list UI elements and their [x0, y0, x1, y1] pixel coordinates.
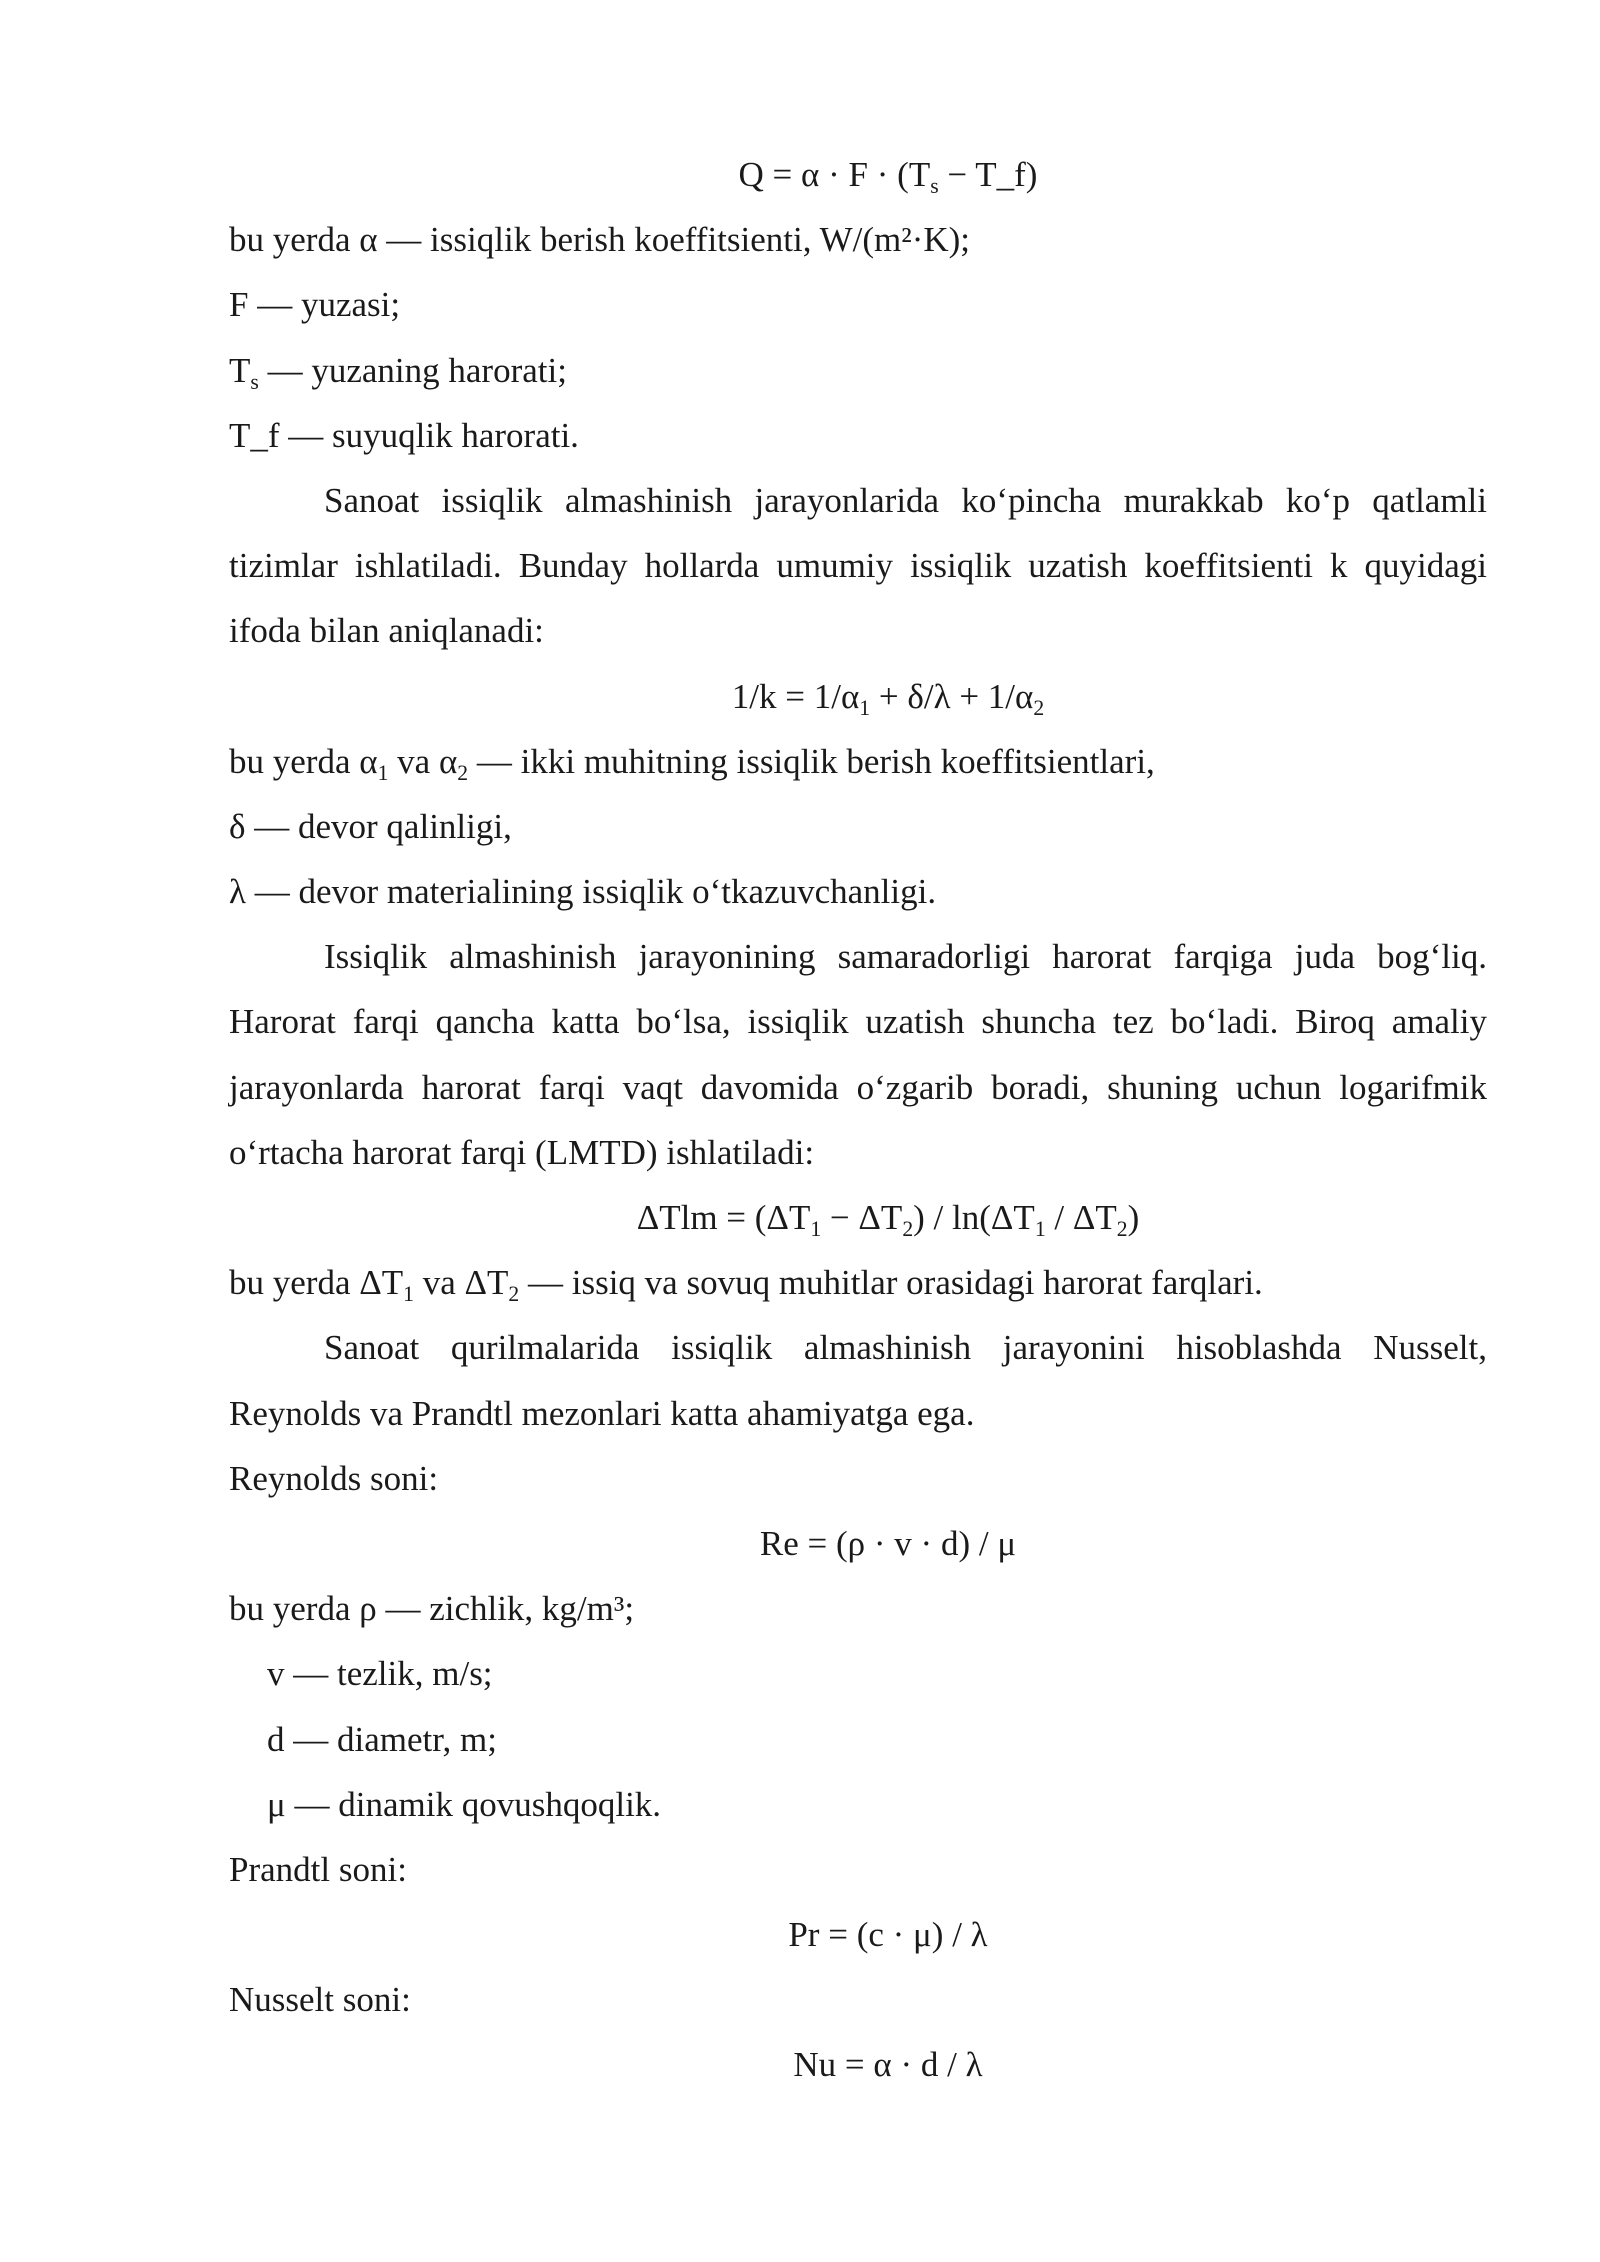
paragraph-lmtd-line-3: jarayonlarda harorat farqi vaqt davomida o‘zgarib boradi, shuning uchun logarifmik — [229, 1067, 1487, 1107]
paragraph-lmtd-line-4: o‘rtacha harorat farqi (LMTD) ishlatiladi: — [229, 1132, 815, 1172]
definition-delta: δ — devor qalinligi, — [229, 806, 512, 846]
definition-mu: μ — dinamik qovushqoqlik. — [267, 1784, 662, 1824]
paragraph-criteria-line-1: Sanoat qurilmalarida issiqlik almashinish jarayonini hisoblashda Nusselt, — [324, 1328, 1487, 1368]
definition-f: F — yuzasi; — [229, 285, 401, 325]
reynolds-heading: Reynolds soni: — [229, 1458, 439, 1498]
definition-ts: $T_s$ — yuzaning harorati; — [229, 350, 567, 394]
definition-v: v — tezlik, m/s; — [267, 1654, 493, 1694]
paragraph-multilayer-line-2: tizimlar ishlatiladi. Bunday hollarda umumiy issiqlik uzatish koeffitsienti k quyidagi — [229, 546, 1487, 586]
definition-d: d — diametr, m; — [267, 1719, 497, 1759]
definition-tf: T_f — suyuqlik harorati. — [229, 415, 579, 455]
definition-alpha1-alpha2: bu yerda $\alpha_1$ va $\alpha_2$ — ikki muhitning issiqlik berish koeffitsientlari, — [229, 741, 1155, 785]
paragraph-lmtd-line-1: Issiqlik almashinish jarayonining samaradorligi harorat farqiga juda bog‘liq. — [324, 937, 1487, 977]
formula-overall-coefficient: $1/k = 1/\alpha_1 + \delta/\lambda + 1/\alpha_2$ — [731, 676, 1045, 720]
paragraph-multilayer-line-3: ifoda bilan aniqlanadi: — [229, 611, 544, 651]
prandtl-heading: Prandtl soni: — [229, 1849, 407, 1889]
paragraph-multilayer-line-1: Sanoat issiqlik almashinish jarayonlarida ko‘pincha murakkab ko‘p qatlamli — [324, 480, 1487, 520]
paragraph-criteria-line-2: Reynolds va Prandtl mezonlari katta ahamiyatga ega. — [229, 1393, 975, 1433]
formula-lmtd: $\Delta Tlm = (\Delta T_1 - \Delta T_2) / \ln(\Delta T_1 / \Delta T_2)$ — [636, 1198, 1140, 1241]
nusselt-heading: Nusselt soni: — [229, 1980, 411, 2020]
definition-rho: bu yerda ρ — zichlik, kg/m³; — [229, 1589, 635, 1629]
definition-lambda: λ — devor materialining issiqlik o‘tkazuvchanligi. — [229, 872, 937, 912]
formula-heat-transfer: $Q = \alpha \cdot F \cdot (T_s$ − T_f) — [738, 155, 1038, 198]
formula-prandtl: Pr = (c · μ) / λ — [788, 1915, 988, 1955]
definition-alpha: bu yerda α — issiqlik berish koeffitsienti, W/(m²·K); — [229, 220, 971, 260]
definition-delta-t: bu yerda $\Delta T_1$ va $\Delta T_2$ — issiq va sovuq muhitlar orasidagi harorat farqlari. — [229, 1263, 1263, 1307]
formula-nusselt: Nu = α · d / λ — [793, 2045, 983, 2085]
paragraph-lmtd-line-2: Harorat farqi qancha katta bo‘lsa, issiqlik uzatish shuncha tez bo‘ladi. Biroq amaliy — [229, 1002, 1487, 1042]
formula-reynolds: Re = (ρ · v · d) / μ — [759, 1523, 1017, 1563]
page-content — [229, 142, 1487, 2098]
